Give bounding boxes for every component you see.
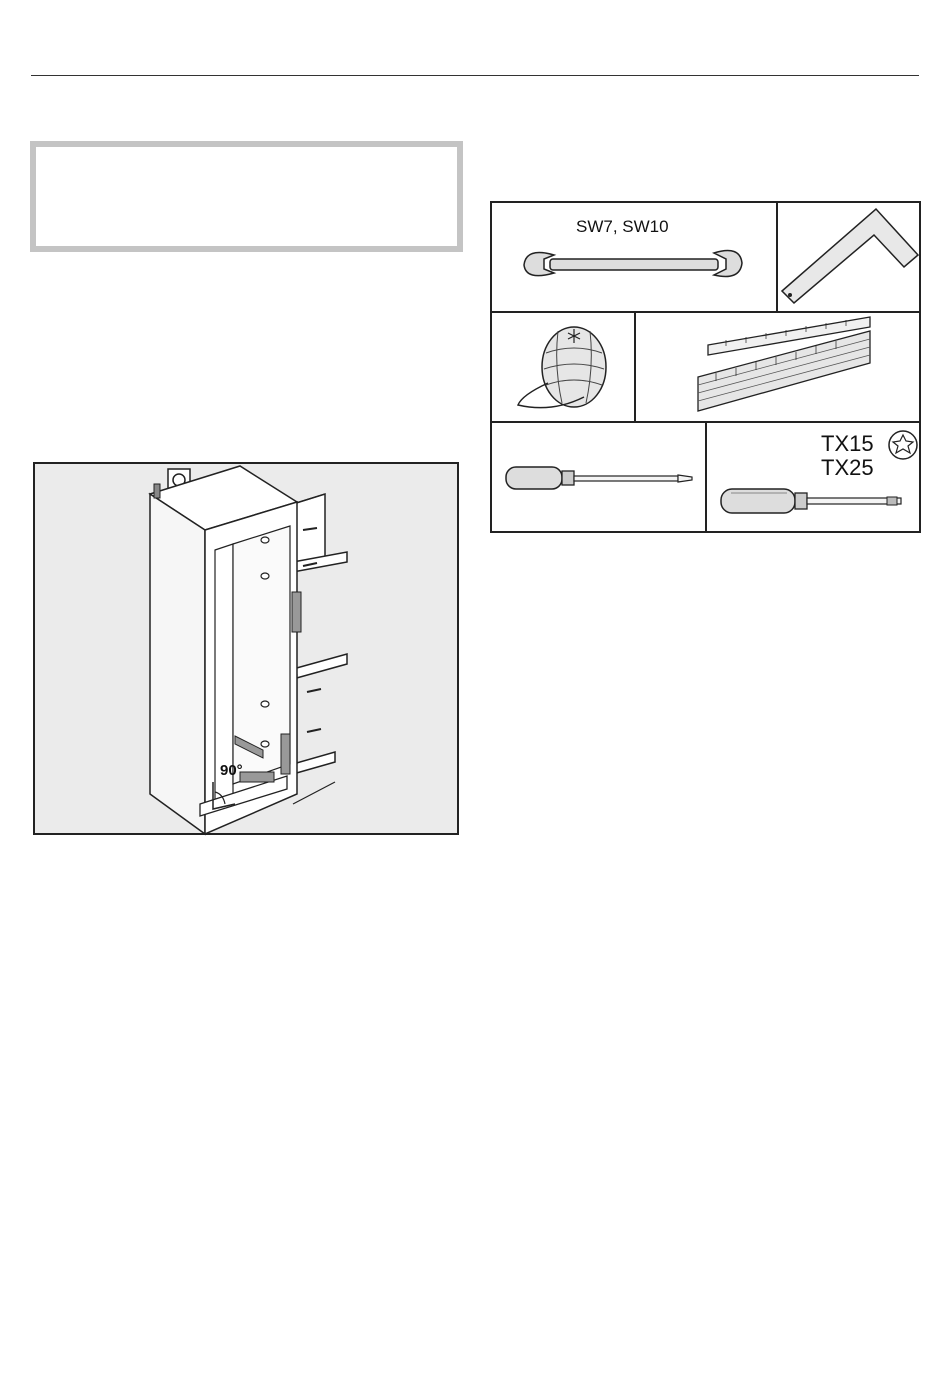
tool-cell-flat-screwdriver <box>492 423 707 533</box>
note-box <box>30 141 463 252</box>
tool-cell-folding-rule <box>636 313 921 423</box>
tool-cell-square <box>778 203 921 313</box>
torx-size-2: TX25 <box>821 455 874 480</box>
torx-bit-icon <box>889 431 917 459</box>
torx-size-1: TX15 <box>821 431 874 456</box>
wrench-icon <box>492 203 778 313</box>
tool-cell-torx-screwdriver <box>707 423 921 533</box>
cabinet-drawing <box>35 464 461 837</box>
flat-screwdriver-icon <box>492 423 707 533</box>
string-ball-icon <box>492 313 636 423</box>
wrench-size-label: SW7, SW10 <box>576 217 669 236</box>
tool-cell-wrench <box>492 203 778 313</box>
installation-illustration <box>33 462 459 835</box>
header-rule <box>31 75 919 76</box>
set-square-icon <box>778 203 921 313</box>
angle-label: 90° <box>220 762 243 779</box>
tool-cell-string <box>492 313 636 423</box>
tools-grid <box>490 201 921 533</box>
torx-screwdriver-icon <box>707 423 921 533</box>
folding-rule-icon <box>636 313 921 423</box>
